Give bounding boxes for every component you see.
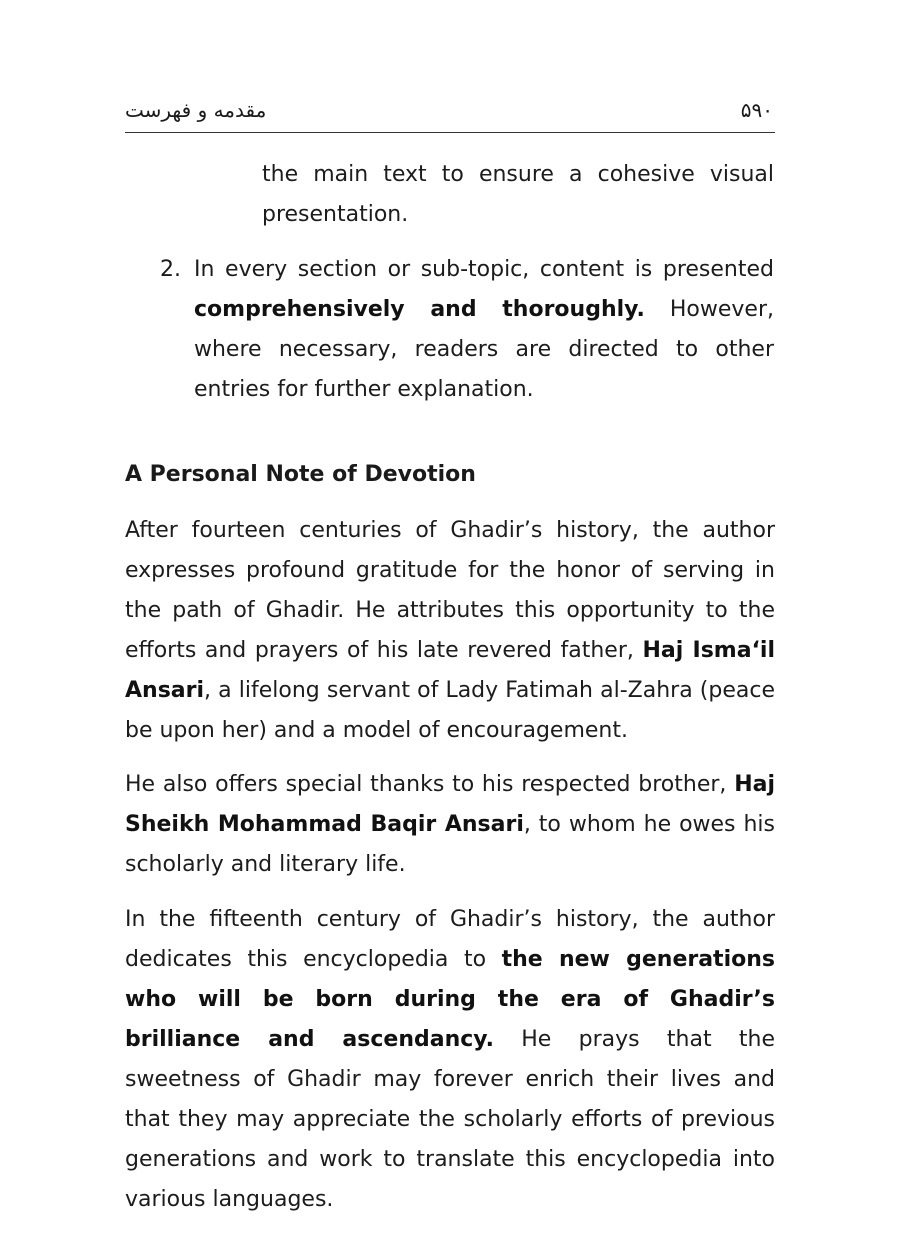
paragraph-3-text-start: In the fifteenth century of Ghadir’s history, the author dedicates this encyclopedia to <box>125 907 775 972</box>
continued-paragraph: the main text to ensure a cohesive visual presentation. <box>262 162 774 227</box>
paragraph-2-text-start: He also offers special thanks to his respected brother, <box>125 772 735 797</box>
paragraph-brother <box>125 765 775 885</box>
header-title: مقدمه و فهرست <box>125 98 267 122</box>
paragraph-father <box>125 511 775 751</box>
paragraph-3-text-end: He prays that the sweetness of Ghadir may forever enrich their lives and that they may appreciate the scholarly efforts of previous generations and work to translate this encyclopedia into various languages. <box>125 1027 775 1212</box>
list-item-text <box>194 250 774 410</box>
paragraph-1-text-start: After fourteen centuries of Ghadir’s history, the author expresses profound gratitude for the honor of serving in the path of Ghadir. He attributes this opportunity to the efforts and prayers of his late revered father, <box>125 518 775 663</box>
paragraph-1-bold-name: Haj Isma‘il Ansari <box>125 638 776 703</box>
list-item-text-start: In every section or sub-topic, content is presented <box>194 257 774 282</box>
paragraph-2-text-end: , to whom he owes his scholarly and literary life. <box>125 812 775 877</box>
list-item-bold-text: comprehensively and thoroughly. <box>194 297 645 322</box>
paragraph-dedication <box>125 900 775 1220</box>
list-item-text-end: However, where necessary, readers are directed to other entries for further explanation. <box>194 297 775 402</box>
list-item-number: 2. <box>160 257 181 282</box>
section-heading: A Personal Note of Devotion <box>125 462 476 487</box>
paragraph-3-bold-text: the new generations who will be born during the era of Ghadir’s brilliance and ascendancy. <box>125 947 775 1052</box>
paragraph-1-text-end: , a lifelong servant of Lady Fatimah al-Zahra (peace be upon her) and a model of encouragement. <box>125 678 775 743</box>
running-header <box>125 96 775 133</box>
page-number: ۵۹۰ <box>740 98 773 122</box>
paragraph-2-bold-name: Haj Sheikh Mohammad Baqir Ansari <box>125 772 775 837</box>
